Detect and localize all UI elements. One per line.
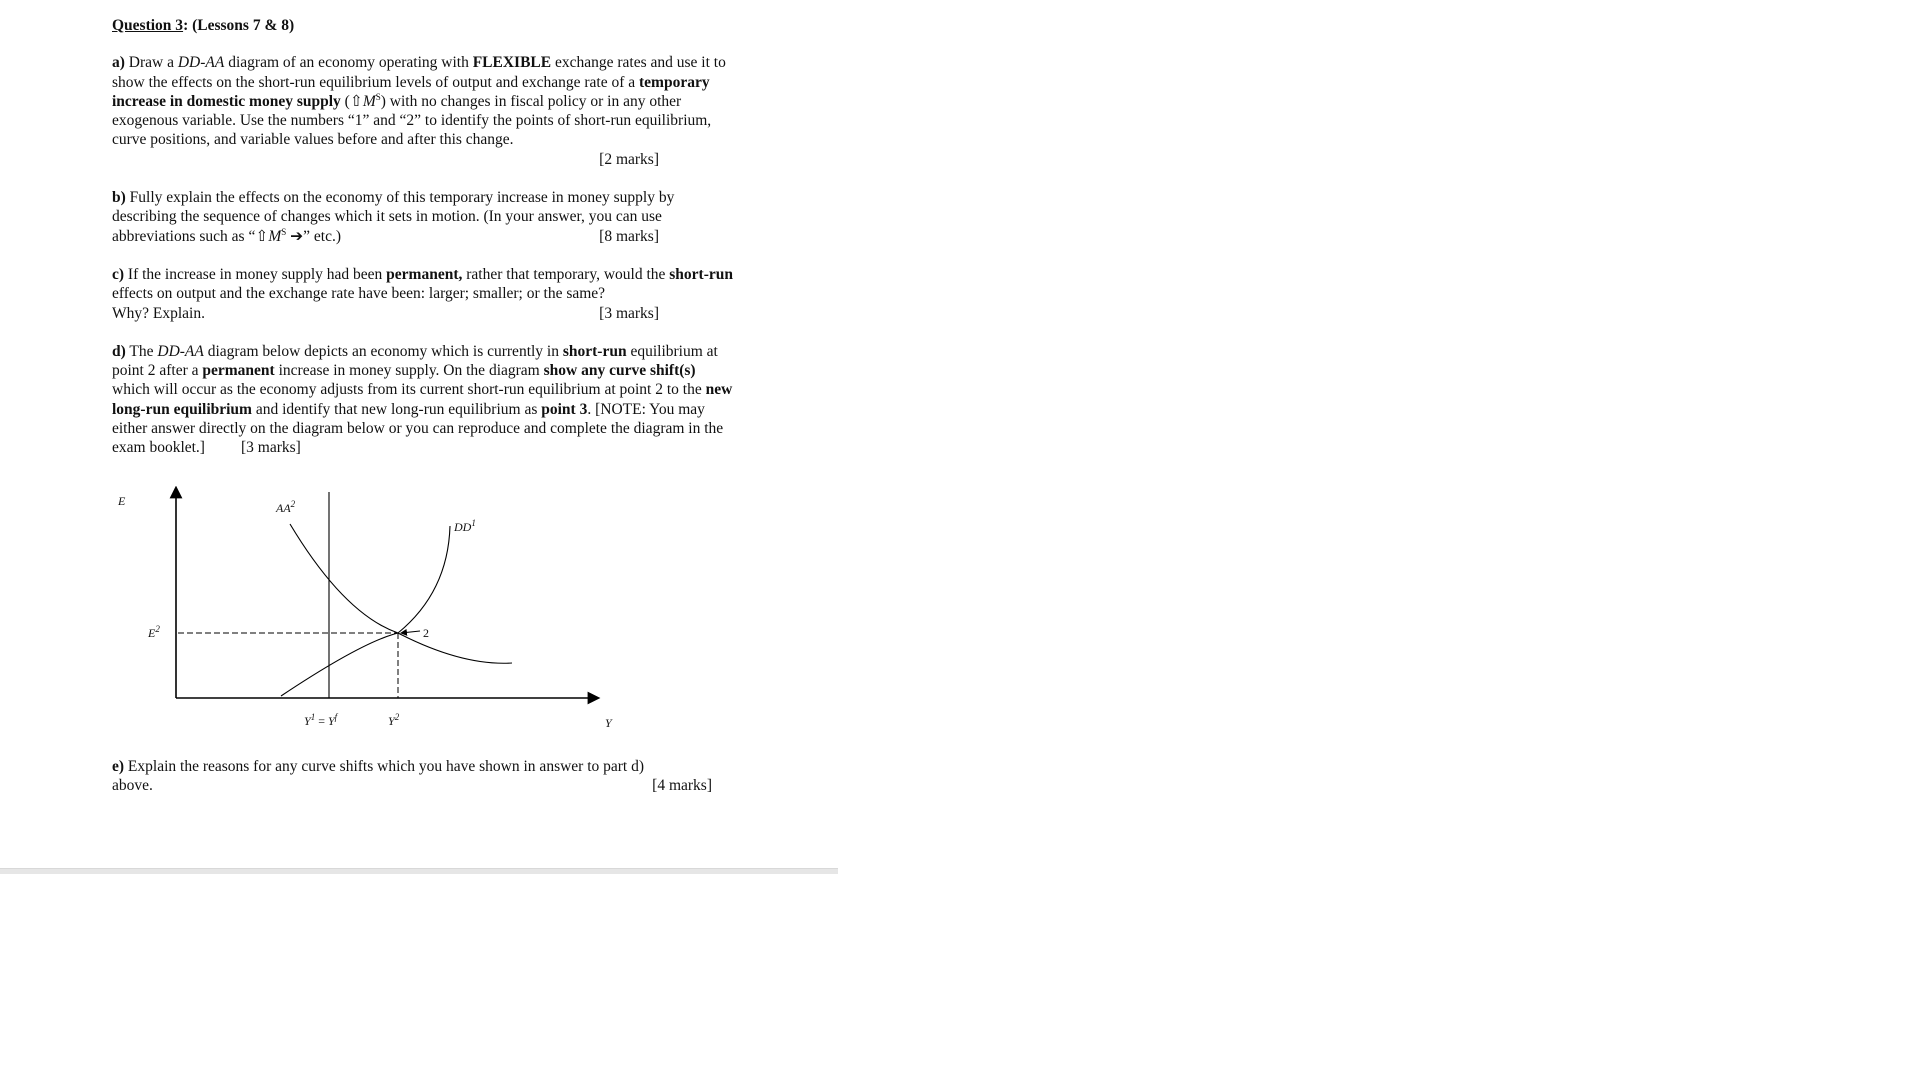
point-2-arrow bbox=[401, 631, 420, 633]
part-c-last-line: Why? Explain. [3 marks] bbox=[112, 304, 737, 323]
part-e-marks: [4 marks] bbox=[652, 776, 712, 794]
question-lessons: : (Lessons 7 & 8) bbox=[183, 17, 295, 34]
dd-curve-label: $DD^1$ bbox=[454, 517, 476, 534]
exam-document bbox=[112, 16, 737, 814]
page-bottom-divider bbox=[0, 868, 838, 874]
question-title bbox=[112, 16, 737, 35]
dd-aa-diagram-svg bbox=[92, 486, 652, 751]
aa-curve bbox=[290, 524, 512, 663]
part-d-text: d) The DD-AA diagram below depicts an economy which is currently in short-run equilibrium at point 2 after a permanent increase in money supply. On the diagram show any curve shift(s) which will occur as the economy adjusts from its current short-run equilibrium at point 2 to the new long-run equilibrium and identify that new long-run equilibrium as point 3. [NOTE: You may either answer directly on the diagram below or you can reproduce and complete the diagram in the exam booklet.] [3 marks] bbox=[112, 342, 733, 457]
e2-label: $E^2$ bbox=[148, 623, 160, 640]
part-e-text: e) Explain the reasons for any curve shifts which you have shown in answer to part d) bbox=[112, 757, 645, 775]
part-b-marks: [8 marks] bbox=[599, 227, 659, 245]
part-a-marks: [2 marks] bbox=[599, 150, 659, 168]
part-b-text: b) Fully explain the effects on the economy of this temporary increase in money supply by describing the sequence of changes which it sets in motion. (In your answer, you can use abbreviations such as “$⇧M^S$ ➔” etc.) [8 marks] bbox=[112, 188, 737, 246]
point-2-label: 2 bbox=[423, 625, 429, 640]
part-a bbox=[112, 53, 737, 169]
dd-aa-diagram bbox=[92, 486, 652, 751]
part-c-text: c) If the increase in money supply had been permanent, rather that temporary, would the short-run effects on output and the exchange rate have been: larger; smaller; or the same? bbox=[112, 265, 733, 303]
dd-curve bbox=[281, 526, 450, 696]
part-c-marks: [3 marks] bbox=[599, 304, 659, 322]
part-d-marks: [3 marks] bbox=[240, 439, 301, 457]
part-a-text: a) Draw a DD-AA diagram of an economy operating with FLEXIBLE exchange rates and use it to show the effects on the short-run equilibrium levels of output and exchange rate of a temporary increase in domestic money supply $(⇧M^S)$ with no changes in fiscal policy or in any other exogenous variable. Use the numbers “1” and “2” to identify the points of short-run equilibrium, curve positions, and variable values before and after this change. bbox=[112, 54, 726, 149]
question-number: Question 3 bbox=[112, 17, 184, 34]
part-c bbox=[112, 265, 737, 323]
part-e-last-line: above. [4 marks] bbox=[112, 776, 737, 795]
part-b bbox=[112, 188, 737, 246]
part-d bbox=[112, 342, 737, 458]
y-axis-label: E bbox=[118, 493, 126, 508]
y2-label: $Y^2$ bbox=[388, 711, 400, 728]
y1-yf-label: $Y^1 = Y^f$ bbox=[304, 711, 338, 728]
part-e bbox=[112, 757, 737, 796]
x-axis-label: Y bbox=[605, 715, 612, 730]
aa-curve-label: $AA^2$ bbox=[276, 498, 296, 515]
